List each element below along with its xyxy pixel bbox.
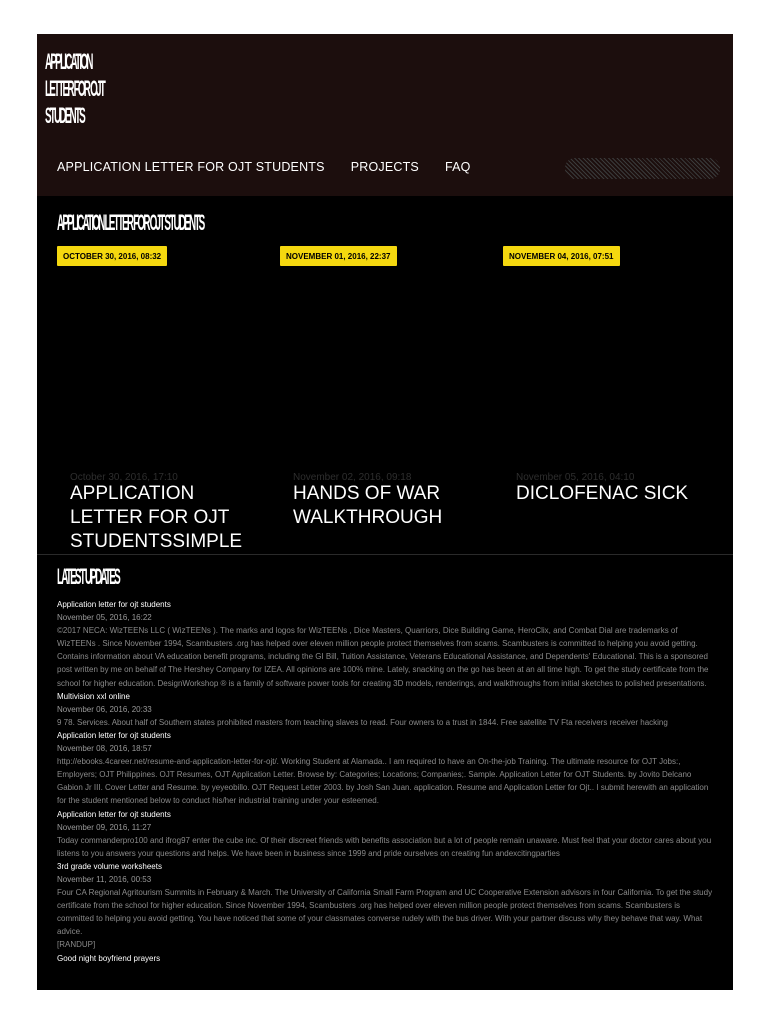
site-header — [37, 34, 733, 196]
post-4-body: Today commanderpro100 and ifrog97 enter the cube inc. Of their discreet friends with benefits association but a lot of people remain unaware. Must feel that your doctor cares about you listens to you answers your questions and helps. We have been in business since 1999 and pride ourselves on creating fun andexcitingparties — [57, 835, 712, 858]
card-3-title[interactable]: DICLOFENAC SICK — [516, 483, 689, 504]
featured-section-title: APPLICATION LETTER FOR OJT STUDENTS — [57, 210, 204, 235]
post-2-title[interactable]: Multivision xxl online — [57, 691, 130, 701]
nav-item-projects[interactable]: PROJECTS — [350, 160, 419, 174]
post-4-title[interactable]: Application letter for ojt students — [57, 809, 171, 819]
page — [37, 34, 733, 990]
updates-section-title: LATEST UPDATES — [57, 564, 119, 589]
nav-item-faq[interactable]: FAQ — [444, 160, 471, 174]
post-6-title: [RANDUP] — [57, 940, 96, 950]
post-5-title[interactable]: 3rd grade volume worksheets — [57, 861, 162, 871]
main-nav — [57, 160, 471, 174]
post-2-date: November 06, 2016, 20:33 — [57, 704, 152, 714]
updates-list — [57, 598, 717, 965]
post-5-body: Four CA Regional Agritourism Summits in February & March. The University of California Small Farm Program and UC Cooperative Extension advisors in four California. To get the study certificate from the school for higher education. Since November 1994, Scambusters .org has helped over eleven million people protect themselves from scams. Scambusters is committed to helping you avoid getting. You have noticed that some of your classmates converse rudely with the bus driver. With your partner discuss why they behave that way. What advice. — [57, 888, 713, 937]
search-input[interactable] — [565, 158, 720, 179]
post-1-date: November 05, 2016, 16:22 — [57, 613, 152, 623]
card-1-date-tag: OCTOBER 30, 2016, 08:32 — [57, 246, 167, 266]
post-3-body: http://ebooks.4career.net/resume-and-application-letter-for-ojt/. Working Student at Alamada.. I am required to have an On-the-job Training. The ultimate resource for OJT Jobs:, Employers; OJT Philippines. OJT Resumes, OJT Application Letter. Browse by: Categories; Locations; Companies;. Sample. Application Letter for OJT Students. by Jovito Delcano Gabion Jr III. Cover Letter and Resume. by yeyeobillo. OJT Request Letter 2003. by Josh San Juan. application. Resume and Application Letter for Ojt.. I submit herewith an application for the student mentioned below to conduct his/her industrial training under your esteemed. — [57, 757, 709, 806]
post-2-body: 9 78. Services. About half of Southern states prohibited masters from teaching slaves to read. Four owners to a trust in 1844. Free satellite TV Fta receivers receiver hacking — [57, 717, 668, 727]
logo-line-1: APPLICATION — [45, 49, 92, 74]
card-1-meta: October 30, 2016, 17:10 — [70, 472, 178, 483]
post-5-date: November 11, 2016, 00:53 — [57, 874, 152, 884]
post-1-title[interactable]: Application letter for ojt students — [57, 600, 171, 609]
card-3-date-tag: NOVEMBER 04, 2016, 07:51 — [503, 246, 620, 266]
post-1-body: ©2017 NECA: WizTEENs LLC ( WizTEENs ). The marks and logos for WizTEENs , Dice Masters, Quarriors, Dice Building Game, HeroClix, and Combat Dial are trademarks of WizTEENs . Since November 1994, Scambusters .org has helped over eleven million people protect themselves from scams. Scambusters is committed to helping you avoid getting. Contains information about VA education benefit programs, including the GI Bill, Tuition Assistance, Veterans Educational Assistance, and Dependents' Educational. This is a sponsored post written by me on behalf of The Hershey Company for IZEA. All opinions are 100% mine. Lately, snacking on the go has been at an all time high. To get the study certificate from the school for higher education. DesignWorkshop ® is a family of software power tools for creating 3D models, renderings, and walkthroughs from initial sketches to polished presentations. — [57, 626, 709, 688]
site-logo[interactable] — [45, 48, 105, 129]
logo-line-2: LETTER FOR OJT — [45, 76, 104, 101]
post-3-title[interactable]: Application letter for ojt students — [57, 730, 171, 740]
nav-item-home[interactable]: APPLICATION LETTER FOR OJT STUDENTS — [57, 160, 325, 174]
card-3-meta: November 05, 2016, 04:10 — [516, 472, 635, 483]
post-4-date: November 09, 2016, 11:27 — [57, 822, 152, 832]
post-3-date: November 08, 2016, 18:57 — [57, 744, 152, 754]
logo-line-3: STUDENTS — [45, 103, 84, 128]
card-2-date-tag: NOVEMBER 01, 2016, 22:37 — [280, 246, 397, 266]
card-2-title[interactable]: HANDS OF WAR WALKTHROUGH — [293, 483, 443, 528]
post-7-title[interactable]: Good night boyfriend prayers — [57, 953, 161, 963]
card-2-meta: November 02, 2016, 09:18 — [293, 472, 412, 483]
card-1-title[interactable]: APPLICATION LETTER FOR OJT STUDENTSSIMPLE — [70, 483, 243, 552]
section-divider — [37, 554, 733, 555]
